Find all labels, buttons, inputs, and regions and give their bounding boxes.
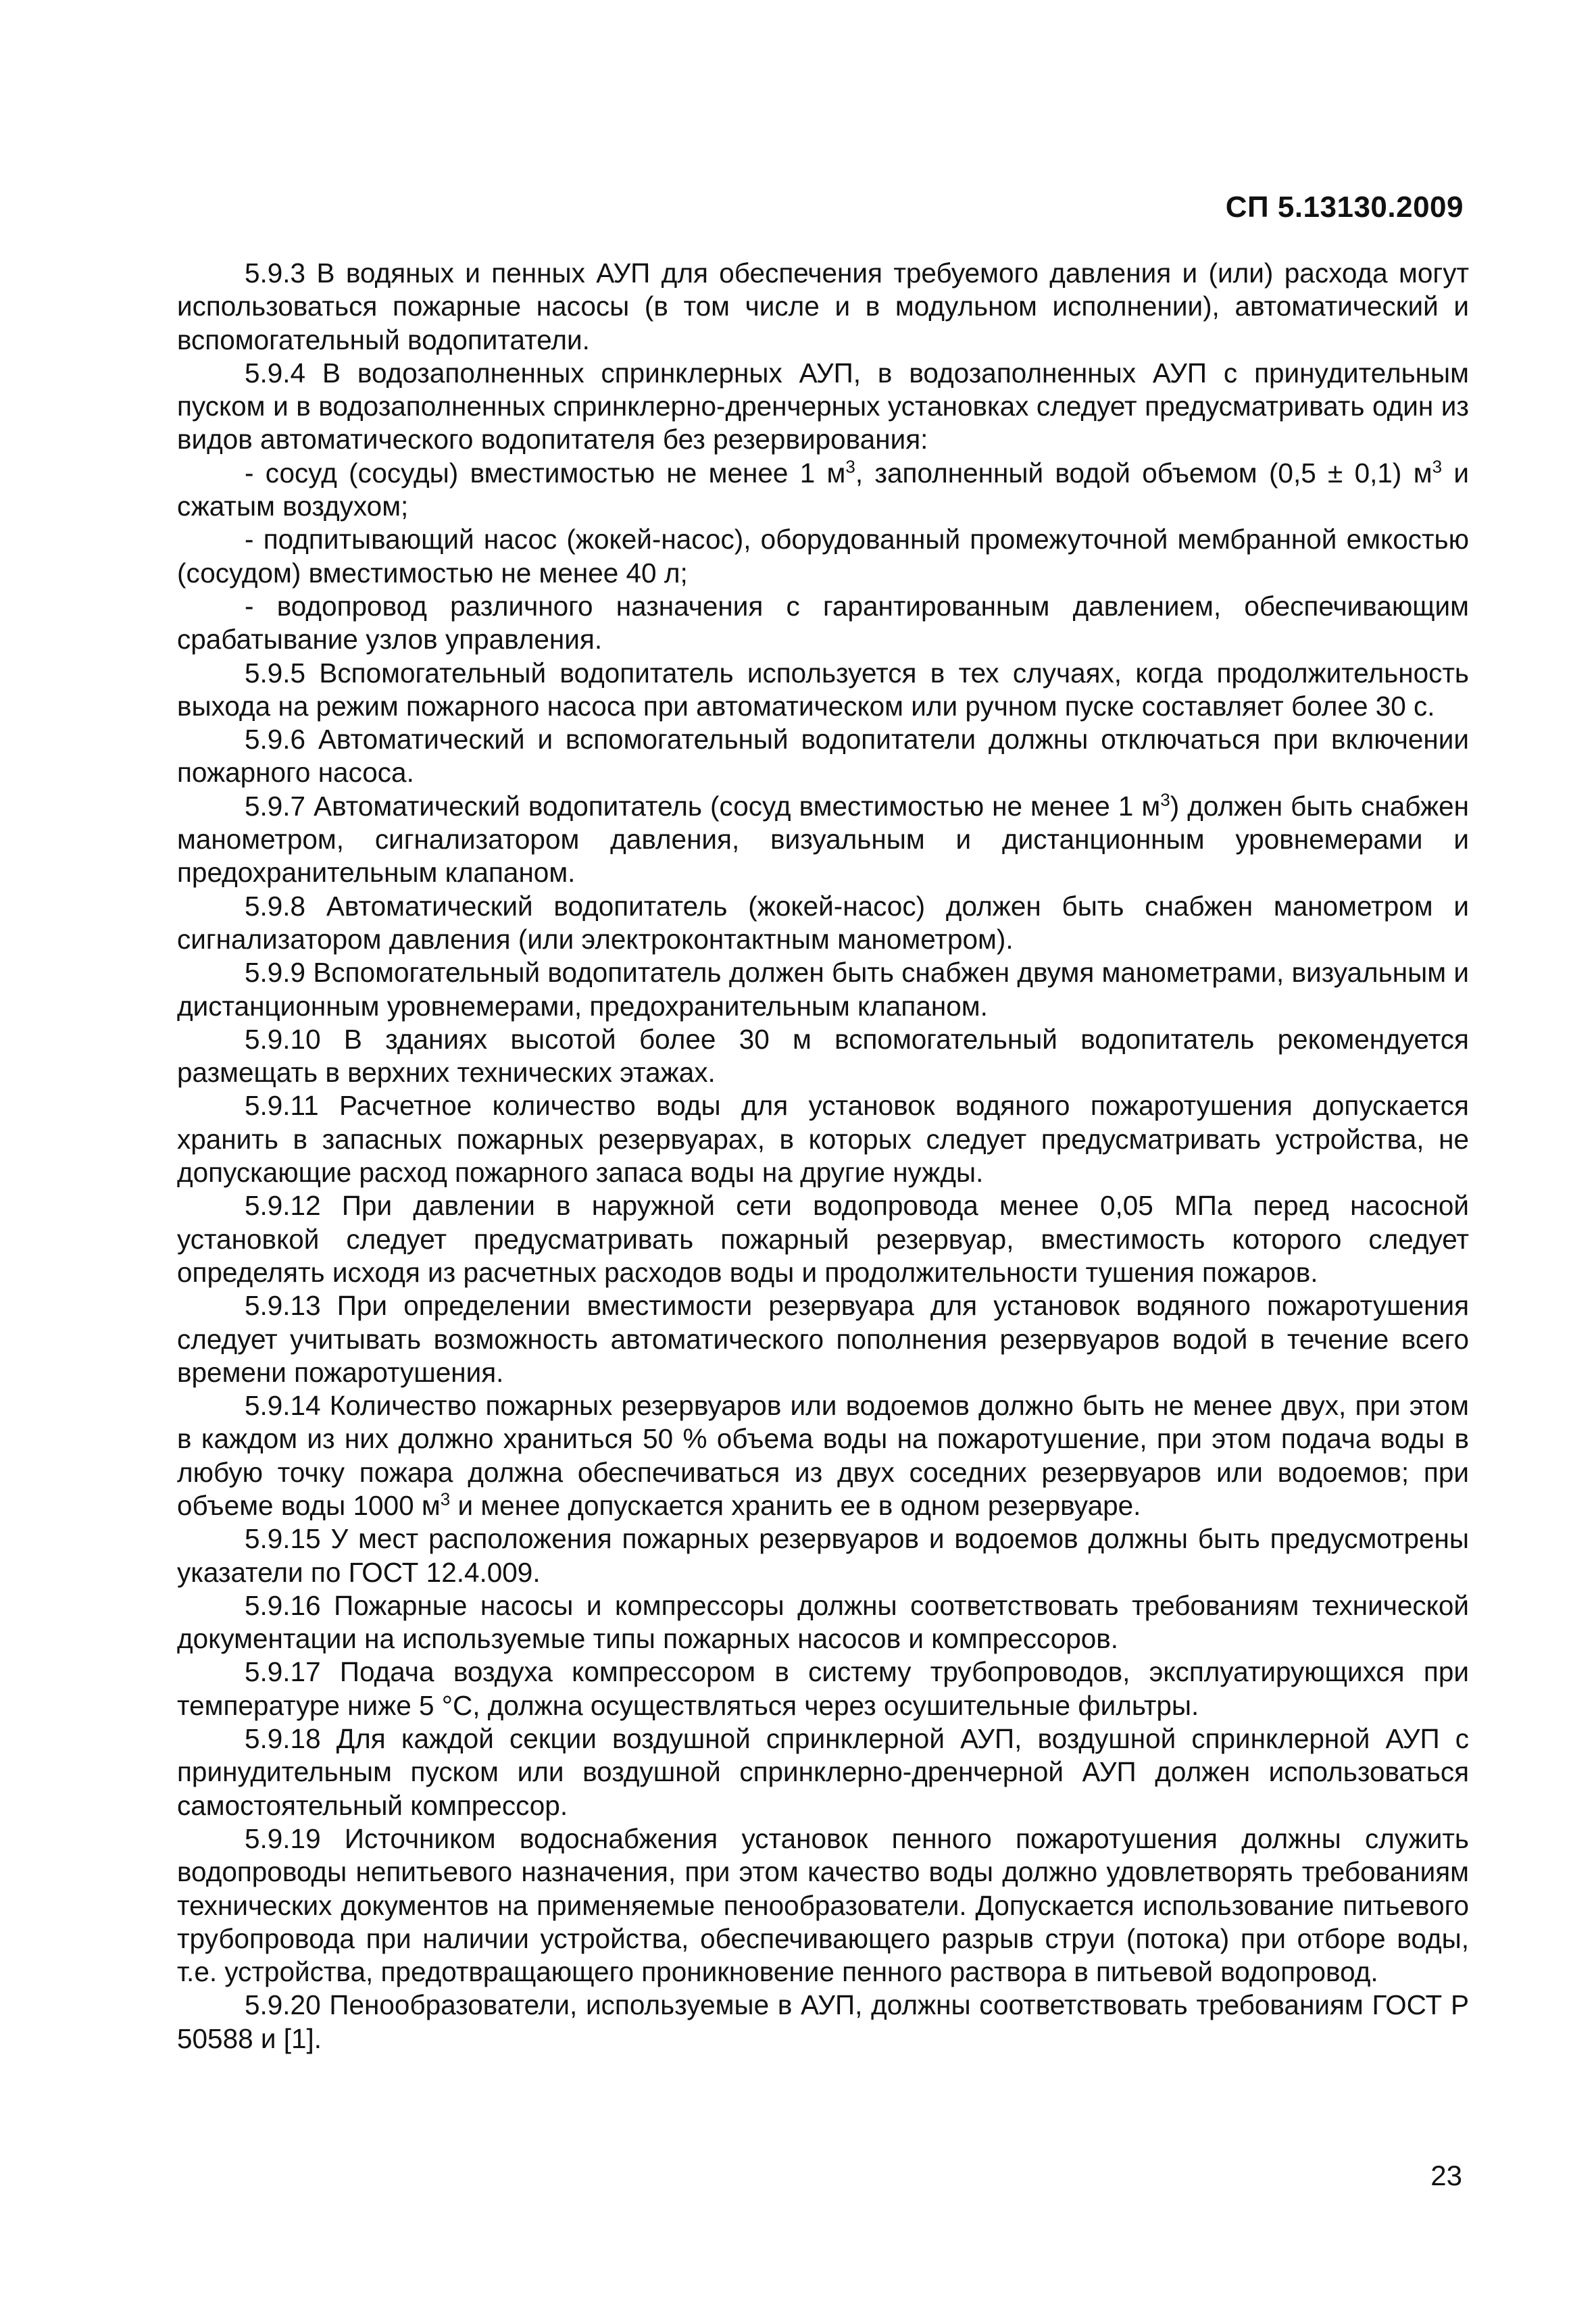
paragraph-5-9-19	[177, 1822, 1469, 1989]
text-run: - сосуд (сосуды) вместимостью не менее 1 м	[245, 457, 846, 489]
text-run: 5.9.6 Автоматический и вспомогательный водопитатели должны отключаться при включении пожарного насоса.	[177, 724, 1469, 789]
paragraph-5-9-14	[177, 1389, 1469, 1522]
body-text	[177, 257, 1469, 2056]
paragraph-5-9-6	[177, 723, 1469, 790]
text-run: 5.9.20 Пенообразователи, используемые в АУП, должны соответствовать требованиям ГОСТ Р 50588 и [1].	[177, 1989, 1469, 2054]
text-run: 5.9.15 У мест расположения пожарных резервуаров и водоемов должны быть предусмотрены указатели по ГОСТ 12.4.009.	[177, 1523, 1469, 1588]
text-run: 5.9.7 Автоматический водопитатель (сосуд вместимостью не менее 1 м	[245, 790, 1161, 822]
paragraph-5-9-11	[177, 1089, 1469, 1189]
paragraph-5-9-8	[177, 890, 1469, 957]
text-run: 5.9.13 При определении вместимости резервуара для установок водяного пожаротушения следует учитывать возможность автоматического пополнения резервуаров водой в течение всего времени пожаротушения.	[177, 1290, 1469, 1388]
text-run: 5.9.16 Пожарные насосы и компрессоры должны соответствовать требованиям технической документации на используемые типы пожарных насосов и компрессоров.	[177, 1589, 1469, 1655]
paragraph-5-9-9	[177, 956, 1469, 1023]
list-item-water-pipeline	[177, 590, 1469, 657]
text-run: 5.9.10 В зданиях высотой более 30 м вспомогательный водопитатель рекомендуется размещать в верхних технических этажах.	[177, 1023, 1469, 1089]
paragraph-5-9-12	[177, 1189, 1469, 1289]
paragraph-5-9-4	[177, 357, 1469, 457]
text-run: 5.9.19 Источником водоснабжения установок пенного пожаротушения должны служить водопроводы непитьевого назначения, при этом качество воды должно удовлетворять требованиям технических документов на применяемые пенообразователи. Допускается использование питьевого трубопровода при наличии устройства, обеспечивающего разрыв струи (потока) при отборе воды, т.е. устройства, предотвращающего проникновение пенного раствора в питьевой водопровод.	[177, 1822, 1469, 1988]
text-run: 5.9.17 Подача воздуха компрессором в систему трубопроводов, эксплуатирующихся при температуре ниже 5 °С, должна осуществляться через осушительные фильтры.	[177, 1656, 1469, 1721]
paragraph-5-9-7	[177, 790, 1469, 890]
text-run: и сжатым воздухом;	[177, 457, 1469, 522]
text-run: 5.9.4 В водозаполненных спринклерных АУП, в водозаполненных АУП с принудительным пуском и в водозаполненных спринклерно-дренчерных установках следует предусматривать один из видов автоматического водопитателя без резервирования:	[177, 357, 1469, 455]
paragraph-5-9-17	[177, 1656, 1469, 1722]
text-run: 5.9.3 В водяных и пенных АУП для обеспечения требуемого давления и (или) расхода могут использоваться пожарные насосы (в том числе и в модульном исполнении), автоматический и вспомогательный водопитатели.	[177, 257, 1469, 355]
text-run: , заполненный водой объемом (0,5 ± 0,1) м	[855, 457, 1432, 489]
superscript: 3	[440, 1489, 451, 1510]
document-code-header: СП 5.13130.2009	[1225, 191, 1464, 224]
superscript: 3	[1432, 456, 1443, 477]
superscript: 3	[845, 456, 855, 477]
paragraph-5-9-16	[177, 1589, 1469, 1656]
paragraph-5-9-13	[177, 1289, 1469, 1389]
text-run: 5.9.8 Автоматический водопитатель (жокей-насос) должен быть снабжен манометром и сигнализатором давления (или электроконтактным манометром).	[177, 890, 1469, 955]
text-run: 5.9.18 Для каждой секции воздушной спринклерной АУП, воздушной спринклерной АУП с принудительным пуском или воздушной спринклерно-дренчерной АУП должен использоваться самостоятельный компрессор.	[177, 1723, 1469, 1821]
paragraph-5-9-18	[177, 1722, 1469, 1822]
paragraph-5-9-5	[177, 657, 1469, 724]
text-run: - водопровод различного назначения с гарантированным давлением, обеспечивающим срабатывание узлов управления.	[177, 590, 1469, 655]
text-run: 5.9.9 Вспомогательный водопитатель должен быть снабжен двумя манометрами, визуальным и дистанционным уровнемерами, предохранительным клапаном.	[177, 957, 1469, 1022]
paragraph-5-9-20	[177, 1989, 1469, 2056]
text-run: 5.9.5 Вспомогательный водопитатель используется в тех случаях, когда продолжительность выхода на режим пожарного насоса при автоматическом или ручном пуске составляет более 30 с.	[177, 657, 1469, 722]
text-run: - подпитывающий насос (жокей-насос), оборудованный промежуточной мембранной емкостью (сосудом) вместимостью не менее 40 л;	[177, 524, 1469, 589]
text-run: 5.9.14 Количество пожарных резервуаров или водоемов должно быть не менее двух, при этом в каждом из них должно храниться 50 % объема воды на пожаротушение, при этом подача воды в любую точку пожара должна обеспечиваться из двух соседних резервуаров или водоемов; при объеме воды 1000 м	[177, 1390, 1469, 1521]
list-item-jockey-pump	[177, 523, 1469, 590]
text-run: ) должен быть снабжен манометром, сигнализатором давления, визуальным и дистанционным уровнемерами и предохранительным клапаном.	[177, 790, 1469, 889]
superscript: 3	[1160, 789, 1170, 810]
page-number: 23	[1430, 2160, 1462, 2191]
paragraph-5-9-3	[177, 257, 1469, 357]
paragraph-5-9-10	[177, 1023, 1469, 1090]
text-run: 5.9.12 При давлении в наружной сети водопровода менее 0,05 МПа перед насосной установкой следует предусматривать пожарный резервуар, вместимость которого следует определять исходя из расчетных расходов воды и продолжительности тушения пожаров.	[177, 1190, 1469, 1288]
text-run: 5.9.11 Расчетное количество воды для установок водяного пожаротушения допускается хранить в запасных пожарных резервуарах, в которых следует предусматривать устройства, не допускающие расход пожарного запаса воды на другие нужды.	[177, 1090, 1469, 1189]
list-item-vessel	[177, 457, 1469, 524]
text-run: и менее допускается хранить ее в одном резервуаре.	[450, 1489, 1141, 1521]
paragraph-5-9-15	[177, 1522, 1469, 1589]
